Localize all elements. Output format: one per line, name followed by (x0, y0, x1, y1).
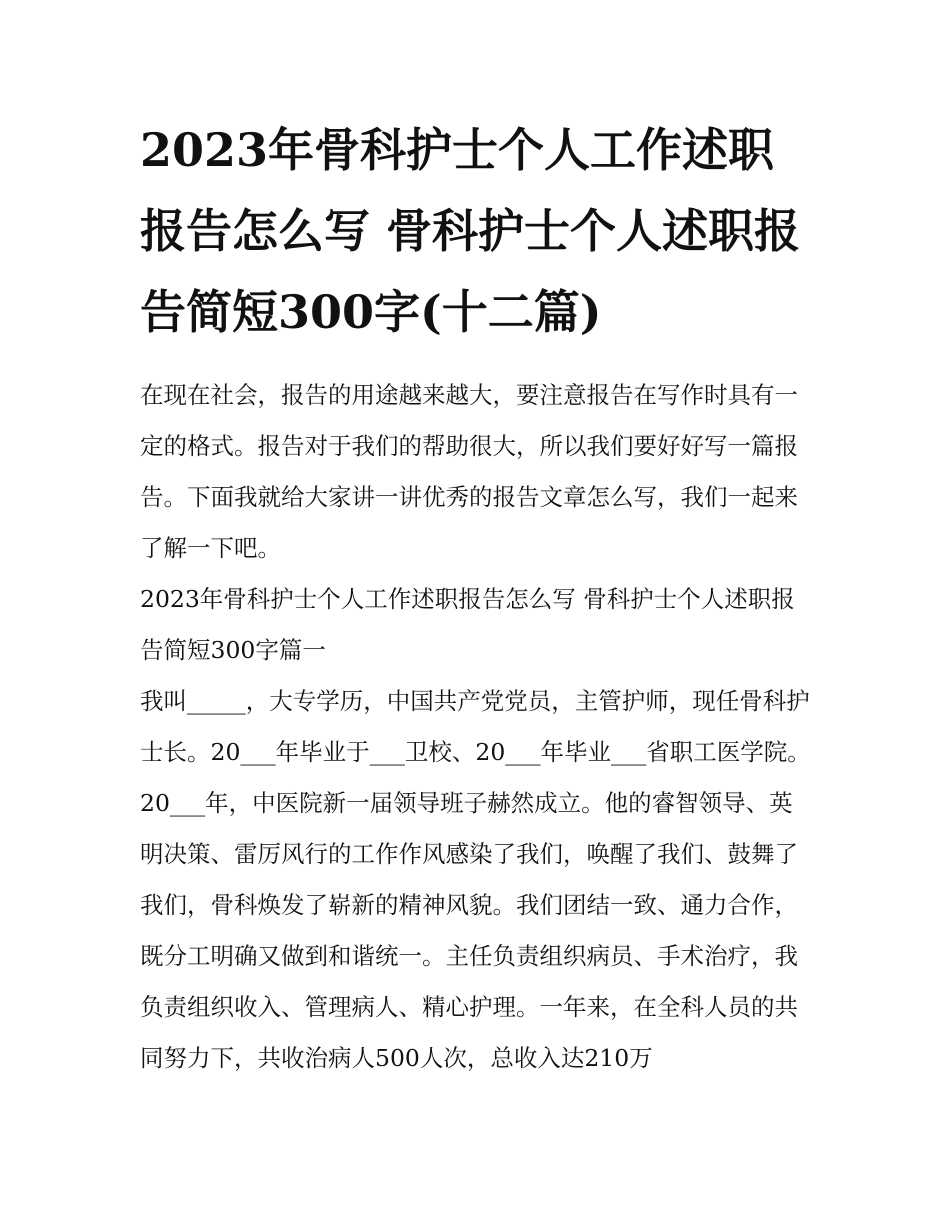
body-paragraph: 我叫_____，大专学历，中国共产党党员，主管护师，现任骨科护士长。20___年毕业于___卫校、20___年毕业___省职工医学院。 (140, 687, 811, 766)
section-heading: 2023年骨科护士个人工作述职报告怎么写 骨科护士个人述职报告简短300字篇一 (140, 585, 795, 664)
document-page (140, 110, 812, 1084)
title-block (140, 110, 812, 353)
document-title: 2023年骨科护士个人工作述职报告怎么写 骨科护士个人述职报告简短300字(十二篇) (140, 123, 801, 339)
body-paragraph: 20___年，中医院新一届领导班子赫然成立。他的睿智领导、英明决策、雷厉风行的工作作风感染了我们，唤醒了我们、鼓舞了我们，骨科焕发了崭新的精神风貌。我们团结一致、通力合作，既分工明确又做到和谐统一。主任负责组织病员、手术治疗，我负责组织收入、管理病人、精心护理。一年来，在全科人员的共同努力下，共收治病人500人次，总收入达210万 (140, 789, 798, 1072)
intro-paragraph: 在现在社会，报告的用途越来越大，要注意报告在写作时具有一定的格式。报告对于我们的帮助很大，所以我们要好好写一篇报告。下面我就给大家讲一讲优秀的报告文章怎么写，我们一起来了解一下吧。 (140, 381, 798, 562)
